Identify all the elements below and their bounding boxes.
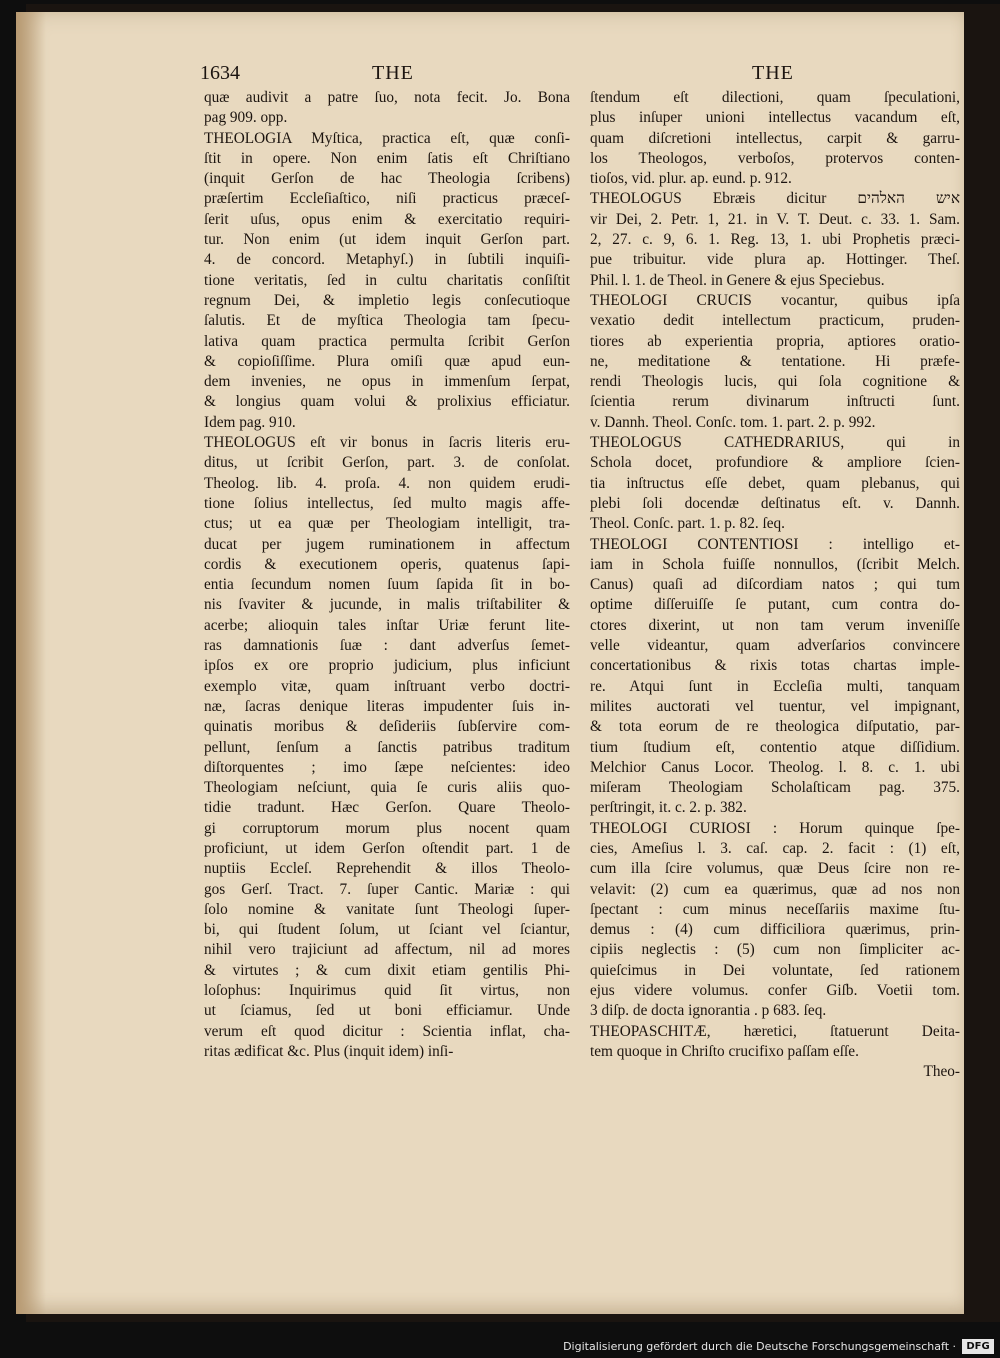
text-line: 4. de concord. Metaphyſ.) in ſubtili inquiſi- bbox=[204, 251, 570, 269]
text-line: gos Gerſ. Tract. 7. ſuper Cantic. Mariæ : qui bbox=[204, 880, 570, 898]
text-line: exemplo vitæ, quam inſtruant verbo doctri- bbox=[204, 677, 570, 695]
text-line: vexatio dedit intellectum practicum, pruden- bbox=[590, 312, 960, 330]
text-line: cies, Ameſius l. 3. caſ. cap. 2. facit : (1) eſt, bbox=[590, 839, 960, 857]
text-line: THEOLOGI CONTENTIOSI : intelligo et- bbox=[590, 535, 960, 553]
text-line: Theolog. lib. 4. proſa. 4. non quidem erudi- bbox=[204, 474, 570, 492]
text-line: velavit: (2) cum ea quærimus, quæ ad nos non bbox=[590, 880, 960, 898]
text-line: pue tribuitur. vide plura ap. Hottinger. Theſ. bbox=[590, 251, 960, 269]
text-line: pag 909. opp. bbox=[204, 109, 288, 127]
text-line: ſalutis. Et de myſtica Theologia tam ſpecu- bbox=[204, 312, 570, 330]
text-line: rendi Theologis lucis, qui ſola cognitione & bbox=[590, 373, 960, 391]
text-line: v. Dannh. Theol. Conſc. tom. 1. part. 2. p. 992. bbox=[590, 413, 876, 431]
left-text-column bbox=[204, 88, 570, 1062]
text-line: bi, qui ſtudent ſolum, ut ſciant vel ſciantur, bbox=[204, 921, 570, 939]
text-line: Melchior Canus Locor. Theolog. l. 8. c. 1. ubi bbox=[590, 758, 960, 776]
text-line: & tota eorum de re theologica diſputatio, par- bbox=[590, 718, 960, 736]
text-line: iam in Schola fuiſſe nonnullos, (ſcribit Melch. bbox=[590, 555, 960, 573]
dfg-logo: DFG bbox=[962, 1339, 994, 1354]
text-line: (inquit Gerſon de hac Theologia ſcribens) bbox=[204, 170, 570, 188]
text-line: & longius quam volui & prolixius efficiatur. bbox=[204, 393, 570, 411]
running-head-right: THE bbox=[752, 62, 794, 84]
text-line: milites auctorati vel tuentur, vel impignant, bbox=[590, 697, 960, 715]
text-line: THEOLOGUS CATHEDRARIUS, qui in bbox=[590, 434, 960, 452]
text-line: miſeram Theologiam Scholaſticam pag. 375. bbox=[590, 779, 960, 797]
text-line: quæ audivit a patre ſuo, nota fecit. Jo. Bona bbox=[204, 89, 570, 106]
text-line: præſertim Eccleſiaſtico, niſi practicus præceſ- bbox=[204, 190, 570, 208]
text-line: THEOLOGUS Ebræis dicitur איש האלהים bbox=[590, 190, 961, 208]
text-line: Theol. Conſc. part. 1. p. 82. ſeq. bbox=[590, 515, 785, 533]
text-line: THEOLOGI CURIOSI : Horum quinque ſpe- bbox=[590, 819, 960, 837]
text-line: THEOPASCHITÆ, hæretici, ſtatuerunt Deita- bbox=[590, 1022, 960, 1040]
text-line: ritas ædificat &c. Plus (inquit idem) inſi- bbox=[204, 1042, 454, 1060]
text-line: proficiunt, ut idem Gerſon oſtendit part. 1 de bbox=[204, 839, 570, 857]
text-line: tium ſtudium eſt, contentio atque diſſidium. bbox=[590, 738, 960, 756]
page-number: 1634 bbox=[200, 62, 240, 84]
text-line: pellunt, ſenſum a ſanctis patribus traditum bbox=[204, 738, 570, 756]
text-line: ſtendum eſt dilectioni, quam ſpeculationi, bbox=[590, 89, 960, 106]
text-line: ſolo nomine & vanitate ſunt Theologi ſuper- bbox=[204, 900, 570, 918]
text-line: & copioſiſſime. Plura omiſi quæ apud eun- bbox=[204, 352, 570, 370]
text-line: tioſos, vid. plur. ap. eund. p. 912. bbox=[590, 170, 792, 188]
text-line: quieſcimus in Dei voluntate, ſed rationem bbox=[590, 961, 960, 979]
text-line: ejus videre volumus. confer Giſb. Voetii tom. bbox=[590, 982, 960, 1000]
text-line: Schola docet, profundiore & ampliore ſcien- bbox=[590, 454, 960, 472]
text-line: ditus, ut ſcribit Gerſon, part. 3. de conſolat. bbox=[204, 454, 570, 472]
text-line: dem invenies, ne opus in immenſum ſerpat, bbox=[204, 373, 570, 391]
text-line: ut ſciamus, ſed ut boni efficiamur. Unde bbox=[204, 1002, 570, 1020]
text-line: nihil vero trajiciunt ad affectum, nil ad mores bbox=[204, 941, 570, 959]
text-line: tem quoque in Chriſto crucifixo paſſam eſſe. bbox=[590, 1042, 859, 1060]
text-line: regnum Dei, & impletio legis conſecutioque bbox=[204, 291, 570, 309]
text-line: tur. Non enim (ut idem inquit Gerſon part. bbox=[204, 231, 570, 249]
text-line: cordis & executionem operis, quatenus ſapi- bbox=[204, 555, 570, 573]
text-line: loſophus: Inquirimus quid ſit virtus, non bbox=[204, 982, 570, 1000]
text-line: THEOLOGUS eſt vir bonus in ſacris literis eru- bbox=[204, 434, 570, 452]
text-line: tione veritatis, ſed in cultu charitatis conſiſtit bbox=[204, 271, 570, 289]
text-line: plus inſuper unioni intellectus vacandum eſt, bbox=[590, 109, 960, 127]
text-line: ſerit uſus, opus enim & exercitatio requiri- bbox=[204, 210, 570, 228]
text-line: Theologiam neſciunt, quia ſe curis aliis quo- bbox=[204, 779, 570, 797]
text-line: THEOLOGIA Myſtica, practica eſt, quæ conſi- bbox=[204, 129, 570, 147]
text-line: verum eſt quod dicitur : Scientia inflat, cha- bbox=[204, 1022, 570, 1040]
text-line: gi corruptorum morum plus nocent quam bbox=[204, 819, 570, 837]
text-line: 3 diſp. de docta ignorantia . p 683. ſeq. bbox=[590, 1002, 827, 1020]
text-line: Phil. l. 1. de Theol. in Genere & ejus Speciebus. bbox=[590, 271, 885, 289]
text-line: ne, meditatione & tentatione. Hi præfe- bbox=[590, 352, 960, 370]
text-line: lativa quam practica permulta ſcribit Gerſon bbox=[204, 332, 570, 350]
text-line: optime diſſeruiſſe ſe putant, cum contra do- bbox=[590, 596, 960, 614]
text-line: vir Dei, 2. Petr. 1, 21. in V. T. Deut. c. 33. 1. Sam. bbox=[590, 210, 960, 228]
text-line: cum illa ſcire volumus, quæ Deus ſcire non re- bbox=[590, 860, 960, 878]
text-line: næ, ſacras denique literas impudenter ſuis in- bbox=[204, 697, 570, 715]
digitization-footer bbox=[0, 1336, 1000, 1358]
text-line: re. Atqui ſunt in Eccleſia multi, tanquam bbox=[590, 677, 960, 695]
text-line: Theo- bbox=[923, 1063, 960, 1081]
text-line: tione ſolius intellectus, ſed multo magis affe- bbox=[204, 494, 570, 512]
text-line: nis ſvaviter & jucunde, in malis triſtabiliter & bbox=[204, 596, 570, 614]
text-line: Idem pag. 910. bbox=[204, 413, 296, 431]
text-line: cipiis neglectis : (5) cum non ſimpliciter ac- bbox=[590, 941, 960, 959]
text-line: THEOLOGI CRUCIS vocantur, quibus ipſa bbox=[590, 291, 960, 309]
text-line: diſtorquentes ; imo ſæpe neſcientes: ideo bbox=[204, 758, 570, 776]
text-line: tidie tradunt. Hæc Gerſon. Quare Theolo- bbox=[204, 799, 570, 817]
right-text-column bbox=[590, 88, 960, 1083]
funding-notice: Digitalisierung gefördert durch die Deutsche Forschungsgemeinschaft · bbox=[563, 1340, 956, 1353]
text-line: ctus; ut ea quæ per Theologiam intelligit, tra- bbox=[204, 515, 570, 533]
text-line: quinatis moribus & deſideriis ſubſervire com- bbox=[204, 718, 570, 736]
text-line: ras damnationis ſuæ : dant adverſus ſemet- bbox=[204, 637, 570, 655]
text-line: ducat per jugem ruminationem in affectum bbox=[204, 535, 570, 553]
text-line: ſcientia rerum divinarum inſtructi ſunt. bbox=[590, 393, 960, 411]
text-line: entia ſecundum nomen ſuum ſapida ſit in bo- bbox=[204, 576, 570, 594]
text-line: tia inſtructus eſſe debet, quam plebanus, qui bbox=[590, 474, 960, 492]
text-line: los Theologos, verboſos, protervos conten- bbox=[590, 149, 960, 167]
page-gutter-shadow bbox=[16, 12, 46, 1314]
text-line: concertationibus & rixis totas chartas imple- bbox=[590, 657, 960, 675]
text-line: ſtit in opere. Non enim ſatis eſt Chriſtiano bbox=[204, 149, 570, 167]
running-head-left: THE bbox=[372, 62, 414, 84]
text-line: perſtringit, it. c. 2. p. 382. bbox=[590, 799, 747, 817]
text-line: 2, 27. c. 9, 6. 1. Reg. 13, 1. ubi Prophetis præci- bbox=[590, 231, 960, 249]
text-line: demus : (4) cum difficiliora quærimus, prin- bbox=[590, 921, 960, 939]
text-line: ctores dixerint, ut non tam verum inveniſſe bbox=[590, 616, 960, 634]
text-line: ſpectant : cum minus neceſſariis maxime ſtu- bbox=[590, 900, 960, 918]
text-line: acerbe; alioquin tales inſtar Uriæ ferunt lite- bbox=[204, 616, 570, 634]
text-line: tiores ab experientia propria, aptiores oratio- bbox=[590, 332, 960, 350]
text-line: velle videantur, quam adverſarios convincere bbox=[590, 637, 960, 655]
text-line: quam diſcretioni intellectus, carpit & garru- bbox=[590, 129, 960, 147]
text-line: & virtutes ; & cum dixit etiam gentilis Phi- bbox=[204, 961, 570, 979]
text-line: plebi ſoli docendæ deſtinatus eſt. v. Dannh. bbox=[590, 494, 960, 512]
text-line: nuptiis Eccleſ. Reprehendit & illos Theolo- bbox=[204, 860, 570, 878]
text-line: Canus) quaſi ad diſcordiam natos ; qui tum bbox=[590, 576, 960, 594]
text-line: ipſos ex ore proprio judicium, plus inficiunt bbox=[204, 657, 570, 675]
